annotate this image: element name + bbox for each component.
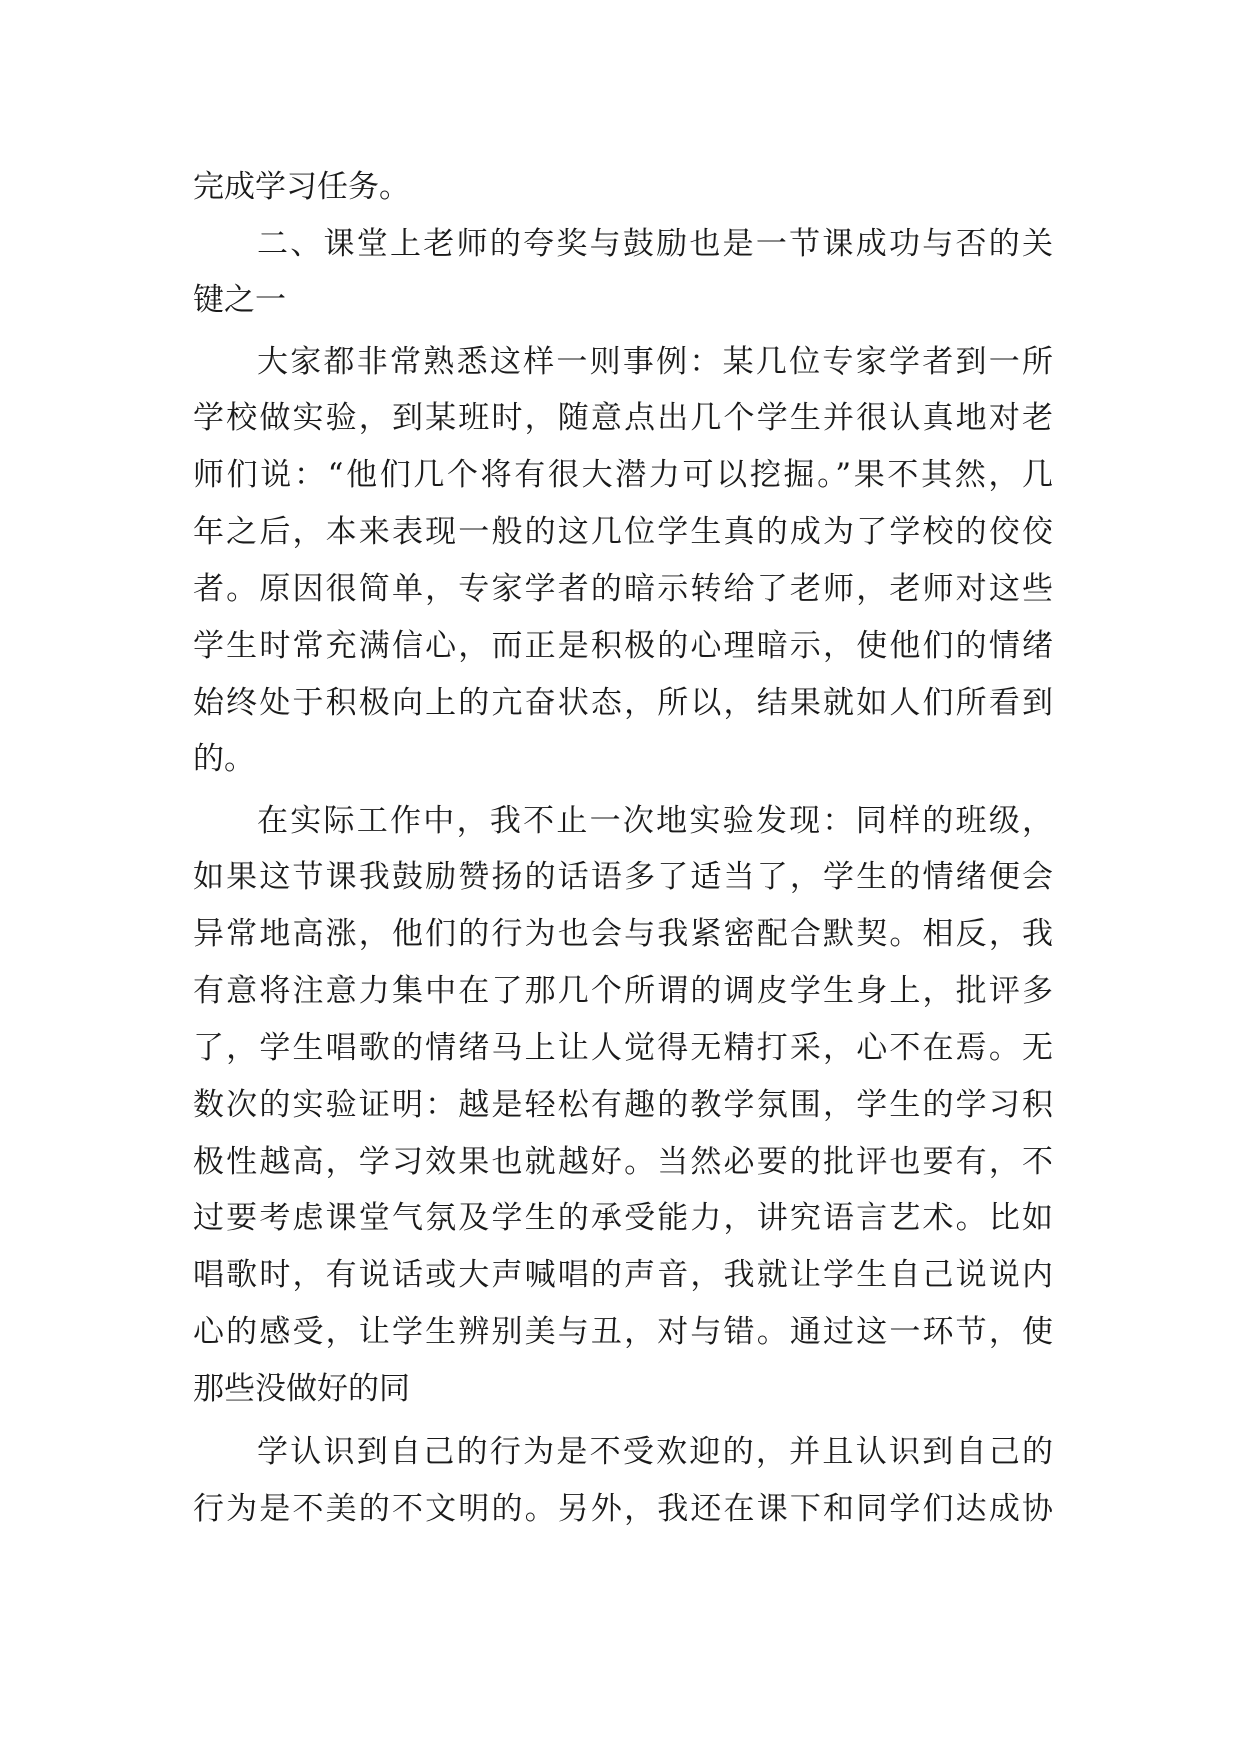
paragraph-line: 心的感受，让学生辨别美与丑，对与错。通过这一环节，使 — [193, 1314, 1053, 1350]
paragraph-line: 学校做实验，到某班时，随意点出几个学生并很认真地对老 — [193, 400, 1053, 436]
paragraph-line: 那些没做好的同 — [193, 1371, 410, 1407]
paragraph-line: 学生时常充满信心，而正是积极的心理暗示，使他们的情绪 — [193, 628, 1053, 664]
text-line: 完成学习任务。 — [193, 169, 410, 205]
paragraph-line: 数次的实验证明：越是轻松有趣的教学氛围，学生的学习积 — [193, 1087, 1053, 1123]
paragraph-line: 了，学生唱歌的情绪马上让人觉得无精打采，心不在焉。无 — [193, 1030, 1053, 1066]
paragraph-line: 过要考虑课堂气氛及学生的承受能力，讲究语言艺术。比如 — [193, 1200, 1053, 1236]
paragraph-line: 有意将注意力集中在了那几个所谓的调皮学生身上，批评多 — [193, 973, 1053, 1009]
paragraph-line: 始终处于积极向上的亢奋状态，所以，结果就如人们所看到 — [193, 685, 1053, 721]
section-heading-line: 二、课堂上老师的夸奖与鼓励也是一节课成功与否的关 — [257, 226, 1053, 262]
paragraph-line: 的。 — [193, 741, 255, 777]
paragraph-line: 在实际工作中，我不止一次地实验发现：同样的班级， — [257, 803, 1053, 839]
paragraph-line: 唱歌时，有说话或大声喊唱的声音，我就让学生自己说说内 — [193, 1257, 1053, 1293]
paragraph-line: 行为是不美的不文明的。另外，我还在课下和同学们达成协 — [193, 1491, 1053, 1527]
paragraph-line: 者。原因很简单，专家学者的暗示转给了老师，老师对这些 — [193, 571, 1053, 607]
section-heading-line: 键之一 — [193, 282, 286, 318]
paragraph-line: 异常地高涨，他们的行为也会与我紧密配合默契。相反，我 — [193, 916, 1053, 952]
paragraph-line: 大家都非常熟悉这样一则事例：某几位专家学者到一所 — [257, 344, 1053, 380]
paragraph-line: 师们说：“他们几个将有很大潜力可以挖掘。”果不其然，几 — [193, 457, 1053, 493]
paragraph-line: 学认识到自己的行为是不受欢迎的，并且认识到自己的 — [257, 1434, 1053, 1470]
paragraph-line: 如果这节课我鼓励赞扬的话语多了适当了，学生的情绪便会 — [193, 859, 1053, 895]
paragraph-line: 年之后，本来表现一般的这几位学生真的成为了学校的佼佼 — [193, 514, 1053, 550]
paragraph-line: 极性越高，学习效果也就越好。当然必要的批评也要有，不 — [193, 1144, 1053, 1180]
